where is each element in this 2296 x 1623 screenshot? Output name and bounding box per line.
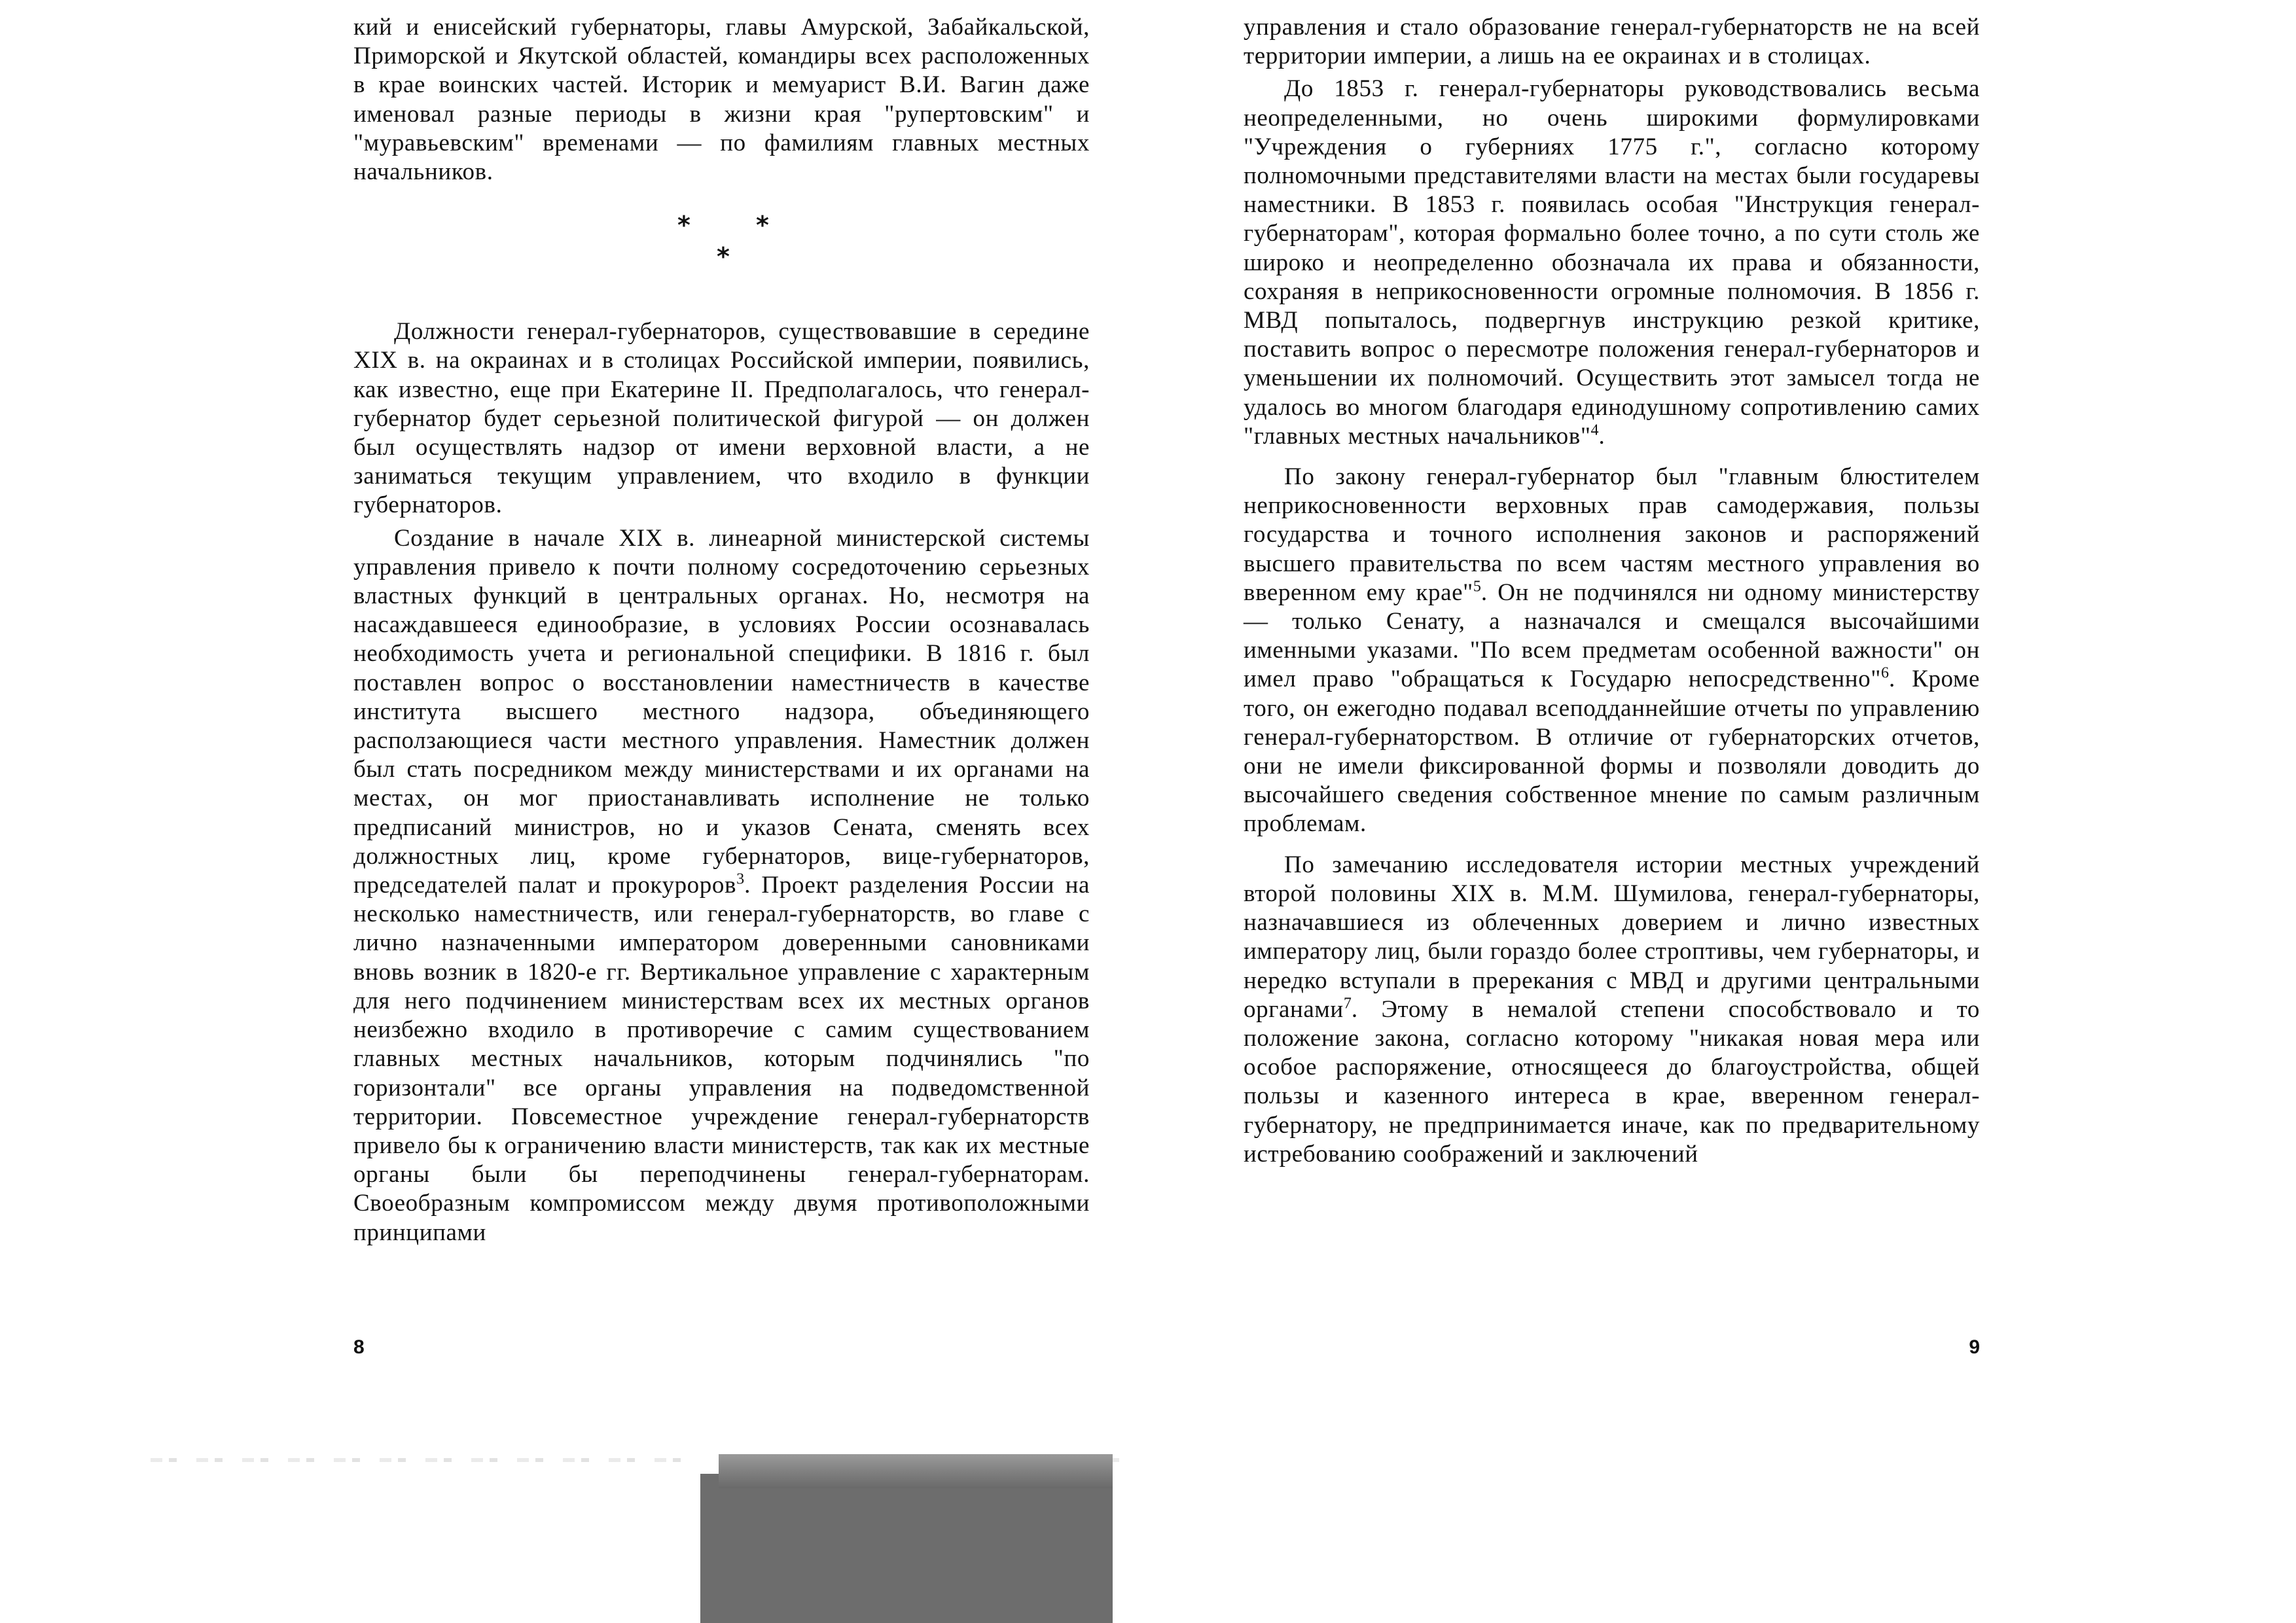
right-paragraph-4 <box>1244 851 1980 1169</box>
left-paragraph-3-tail: . Проект разделения России на несколько наместничеств, или генерал-губернаторств, во главе с лично назначенными императором доверенными сановниками вновь возник в 1820-е гг. Вертикальное управление с характерным для него подчинением министерствам всех их местных органов неизбежно входило в противоречие с самим существованием главных местных начальников, которым подчинялись "по горизонтали" все органы управления на подведомственной территории. Повсеместное учреждение генерал-губернаторств привело бы к ограничению власти министерств, так как их местные органы были бы переподчинены генерал-губернаторам. Своеобразным компромиссом между двумя противоположными принципами <box>353 872 1090 1246</box>
right-paragraph-2-tail: . <box>1598 422 1605 450</box>
scan-artifact-notch <box>700 1454 719 1474</box>
separator-star: * <box>717 242 730 272</box>
scan-artifact-texture <box>719 1454 1113 1488</box>
footnote-ref: 6 <box>1880 665 1889 683</box>
right-paragraph-4-a: По замечанию исследователя истории местных учреждений второй половины XIX в. М.М. Шумилова, генерал-губернаторы, назначавшиеся из облеченных доверием и лично известных императору лиц, были гораздо более строптивы, чем губернаторы, и нередко вступали в пререкания с МВД и другими центральными органами <box>1244 851 1980 1023</box>
right-paragraph-4-b: . Этому в немалой степени способствовало и то положение закона, согласно которому "никакая новая мера или особое распоряжение, относящееся до благоустройства, общей пользы и казенного интереса в крае, вверенном генерал-губернатору, не предпринимается иначе, как по предварительному истребованию соображений и заключений <box>1244 995 1980 1168</box>
right-paragraph-3-a: По закону генерал-губернатор был "главным блюстителем неприкосновенности верховных прав самодержавия, пользы государства и точного исполнения законов и распоряжений высшего правительства по всем частям местного управления во вверенном ему крае" <box>1244 463 1980 606</box>
left-paragraph-1: кий и енисейский губернаторы, главы Амурской, Забайкальской, Приморской и Якутской областей, командиры всех расположенных в крае воинских частей. Историк и мемуарист В.И. Вагин даже именовал разные периоды в жизни края "рупертовским" и "муравьевским" временами — по фамилиям главных местных начальников. <box>353 14 1090 186</box>
footnote-ref: 7 <box>1343 995 1352 1012</box>
right-text-column <box>1244 13 1980 1169</box>
page-number-left: 8 <box>353 1336 365 1358</box>
separator-star: * <box>756 211 770 240</box>
right-paragraph-1: управления и стало образование генерал-губернаторств не на всей территории империи, а лишь на ее окраинах и в столицах. <box>1244 14 1980 70</box>
right-page <box>1244 13 1980 1374</box>
section-separator <box>353 187 1090 317</box>
footnote-ref: 5 <box>1473 578 1481 596</box>
right-paragraph-2-text: До 1853 г. генерал-губернаторы руководствовались весьма неопределенными, но очень широкими формулировками "Учреждения о губерниях 1775 г.", согласно которому полномочными представителями власти на местах были государевы наместники. В 1853 г. появилась особая "Инструкция генерал-губернаторам", которая формально более точно, а по сути столь же широко и неопределенно обозначала их права и обязанности, сохраняя в неприкосновенности огромные полномочия. В 1856 г. МВД попыталось, подвергнув инструкцию резкой критике, поставить вопрос о пересмотре положения генерал-губернаторов и уменьшении их полномочий. Осуществить этот замысел тогда не удалось во многом благодаря единодушному сопротивлению самих "главных местных начальников" <box>1244 75 1980 450</box>
left-paragraph-3 <box>353 524 1090 1247</box>
left-text-column <box>353 13 1090 1247</box>
right-paragraph-3 <box>1244 463 1980 839</box>
footnote-ref: 4 <box>1590 421 1599 439</box>
right-paragraph-2 <box>1244 75 1980 451</box>
footnote-ref: 3 <box>736 870 745 888</box>
separator-star: * <box>677 211 691 240</box>
right-paragraph-3-b: . Он не подчинялся ни одному министерству — только Сенату, а назначался и смещался высочайшими именными указами. "По всем предметам особенной важности" он имел право "обращаться к Государю непосредственно" <box>1244 579 1980 693</box>
page-number-right: 9 <box>1969 1336 1980 1358</box>
right-paragraph-3-c: . Кроме того, он ежегодно подавал всеподданнейшие отчеты по управлению генерал-губернаторством. В отличие от губернаторских отчетов, они не имели фиксированной формы и позволяли доводить до высочайшего сведения собственное мнение по самым различным проблемам. <box>1244 666 1980 838</box>
left-paragraph-3-text: Создание в начале XIX в. линеарной министерской системы управления привело к почти полному сосредоточению серьезных властных функций в центральных органах. Но, несмотря на насаждавшееся единообразие, в условиях России осознавалась необходимость учета и региональной специфики. В 1816 г. был поставлен вопрос о восстановлении наместничеств в качестве института высшего местного надзора, объединяющего расползающиеся части местного управления. Наместник должен был стать посредником между министерствами и их органами на местах, он мог приостанавливать исполнение не только предписаний министров, но и указов Сената, сменять всех должностных лиц, кроме губернаторов, вице-губернаторов, председателей палат и прокуроров <box>353 524 1090 899</box>
left-page <box>353 13 1090 1374</box>
left-paragraph-2: Должности генерал-губернаторов, существовавшие в середине XIX в. на окраинах и в столицах Российской империи, появились, как известно, еще при Екатерине II. Предполагалось, что генерал-губернатор будет серьезной политической фигурой — он должен был осуществлять надзор от имени верховной власти, а не заниматься текущим управлением, что входило в функции губернаторов. <box>353 318 1090 519</box>
